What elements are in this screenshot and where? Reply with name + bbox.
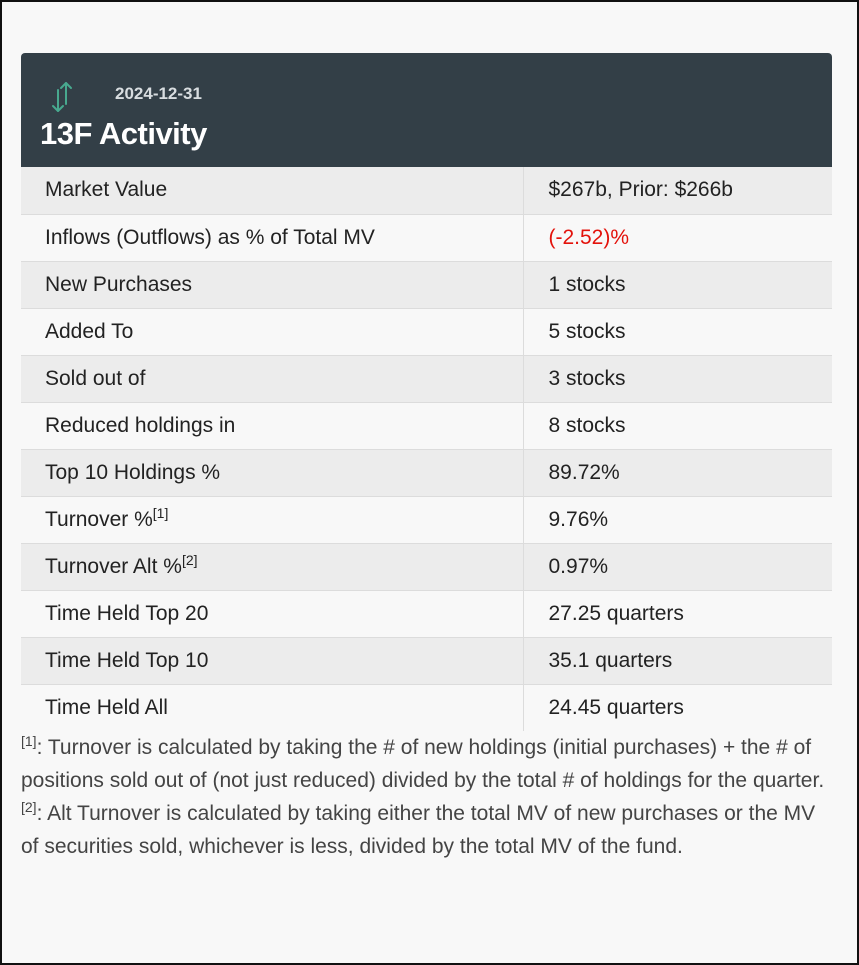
row-value: $267b, Prior: $266b xyxy=(523,167,832,214)
table-row xyxy=(21,637,832,684)
card-header xyxy=(21,53,832,167)
row-value: 27.25 quarters xyxy=(523,590,832,637)
row-value: 24.45 quarters xyxy=(523,684,832,731)
row-label: Time Held All xyxy=(21,684,523,731)
table-row xyxy=(21,167,832,214)
table-row xyxy=(21,496,832,543)
row-label: Reduced holdings in xyxy=(21,402,523,449)
row-value: 0.97% xyxy=(523,543,832,590)
card-title: 13F Activity xyxy=(40,116,207,151)
row-value: 9.76% xyxy=(523,496,832,543)
table-row xyxy=(21,449,832,496)
row-value: 3 stocks xyxy=(523,355,832,402)
row-label: Turnover %[1] xyxy=(21,496,523,543)
footnote-1 xyxy=(21,731,832,797)
row-label: Time Held Top 10 xyxy=(21,637,523,684)
table-row xyxy=(21,590,832,637)
row-label: Turnover Alt %[2] xyxy=(21,543,523,590)
table-row xyxy=(21,308,832,355)
row-label: Top 10 Holdings % xyxy=(21,449,523,496)
activity-table xyxy=(21,167,832,731)
footnote-text-1: : Turnover is calculated by taking the # of new holdings (initial purchases) + the # of positions sold out of (not just reduced) divided by the total # of holdings for the quarter. xyxy=(21,736,825,792)
activity-card xyxy=(21,53,832,863)
footnote-2 xyxy=(21,797,832,863)
row-value: 89.72% xyxy=(523,449,832,496)
table-row xyxy=(21,684,832,731)
up-down-arrows-icon xyxy=(49,80,75,114)
row-value xyxy=(523,214,832,261)
footnote-ref-1[interactable]: [1] xyxy=(152,504,169,521)
table-row xyxy=(21,261,832,308)
footnotes xyxy=(21,731,832,863)
negative-value: (-2.52)% xyxy=(548,225,630,249)
footnote-marker-1: [1] xyxy=(21,733,37,749)
row-value: 5 stocks xyxy=(523,308,832,355)
table-row xyxy=(21,355,832,402)
footnote-text-2: : Alt Turnover is calculated by taking either the total MV of new purchases or the MV of securities sold, whichever is less, divided by the total MV of the fund. xyxy=(21,802,816,858)
row-value: 1 stocks xyxy=(523,261,832,308)
row-value: 35.1 quarters xyxy=(523,637,832,684)
row-label: Inflows (Outflows) as % of Total MV xyxy=(21,214,523,261)
table-row xyxy=(21,543,832,590)
row-label: Added To xyxy=(21,308,523,355)
row-label: Time Held Top 20 xyxy=(21,590,523,637)
row-label: Sold out of xyxy=(21,355,523,402)
table-row xyxy=(21,402,832,449)
footnote-marker-2: [2] xyxy=(21,799,37,815)
report-date: 2024-12-31 xyxy=(115,84,202,103)
footnote-ref-2[interactable]: [2] xyxy=(181,551,198,568)
row-label: New Purchases xyxy=(21,261,523,308)
row-value: 8 stocks xyxy=(523,402,832,449)
row-label: Market Value xyxy=(21,167,523,214)
table-row xyxy=(21,214,832,261)
